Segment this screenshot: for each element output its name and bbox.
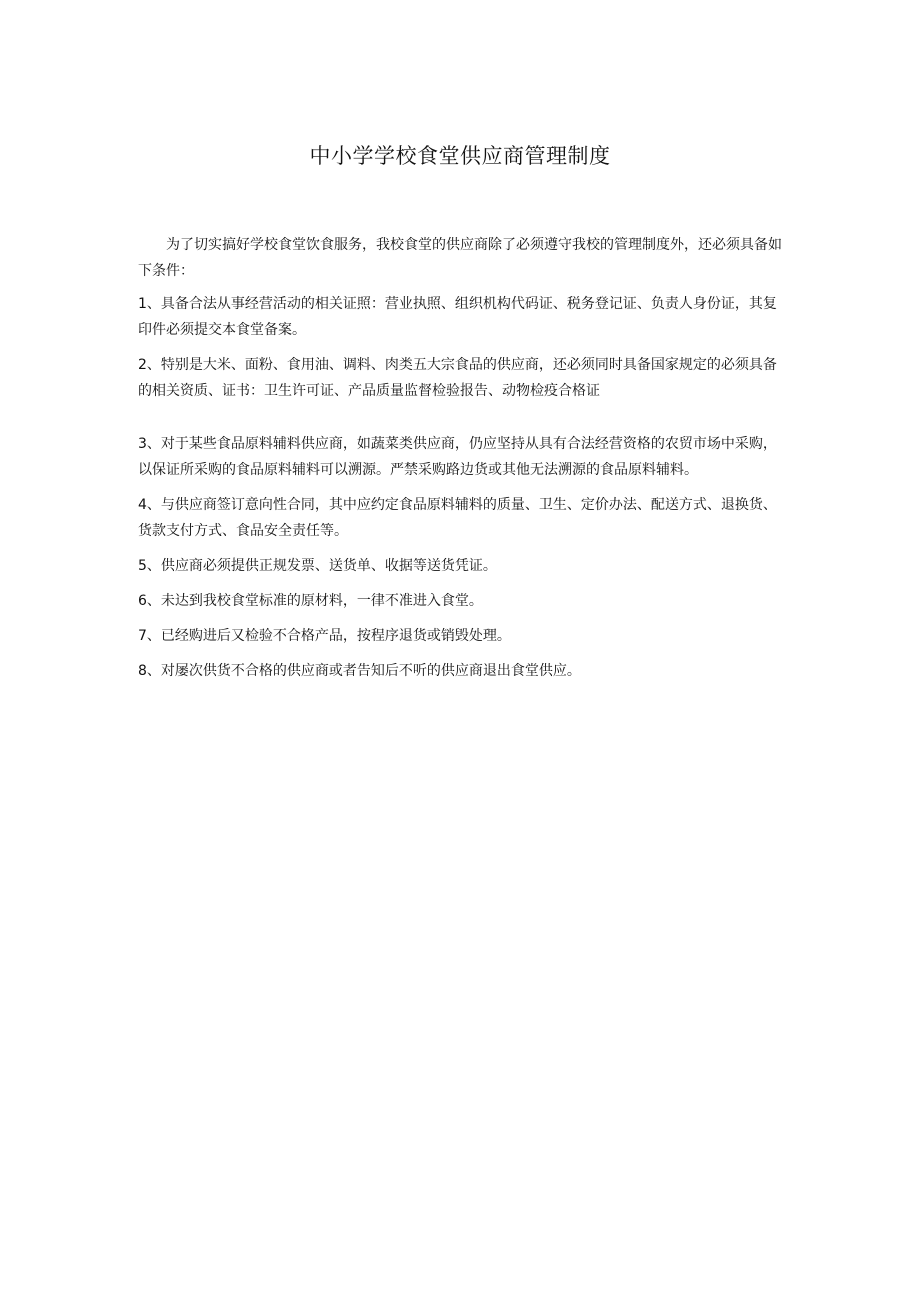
condition-item-2: 2、特别是大米、面粉、食用油、调料、肉类五大宗食品的供应商，还必须同时具备国家规定的必须具备的相关资质、证书：卫生许可证、产品质量监督检验报告、动物检疫合格证 <box>138 357 777 399</box>
condition-item-6: 6、未达到我校食堂标准的原材料，一律不准进入食堂。 <box>138 593 483 609</box>
document-body <box>138 232 788 693</box>
condition-item-8: 8、对屡次供货不合格的供应商或者告知后不听的供应商退出食堂供应。 <box>138 663 581 679</box>
condition-item-3: 3、对于某些食品原料辅料供应商，如蔬菜类供应商，仍应坚持从具有合法经营资格的农贸市场中采购，以保证所采购的食品原料辅料可以溯源。严禁采购路边货或其他无法溯源的食品原料辅料。 <box>138 436 777 478</box>
document-title: 中小学学校食堂供应商管理制度 <box>309 144 611 168</box>
condition-item-5: 5、供应商必须提供正规发票、送货单、收据等送货凭证。 <box>138 558 497 574</box>
condition-item-4: 4、与供应商签订意向性合同，其中应约定食品原料辅料的质量、卫生、定价办法、配送方式、退换货、货款支付方式、食品安全责任等。 <box>138 497 777 539</box>
intro-paragraph: 为了切实搞好学校食堂饮食服务，我校食堂的供应商除了必须遵守我校的管理制度外，还必须具备如下条件： <box>138 237 782 279</box>
condition-item-1: 1、具备合法从事经营活动的相关证照：营业执照、组织机构代码证、税务登记证、负责人身份证，其复印件必须提交本食堂备案。 <box>138 296 777 338</box>
condition-item-7: 7、已经购进后又检验不合格产品，按程序退货或销毁处理。 <box>138 628 511 644</box>
